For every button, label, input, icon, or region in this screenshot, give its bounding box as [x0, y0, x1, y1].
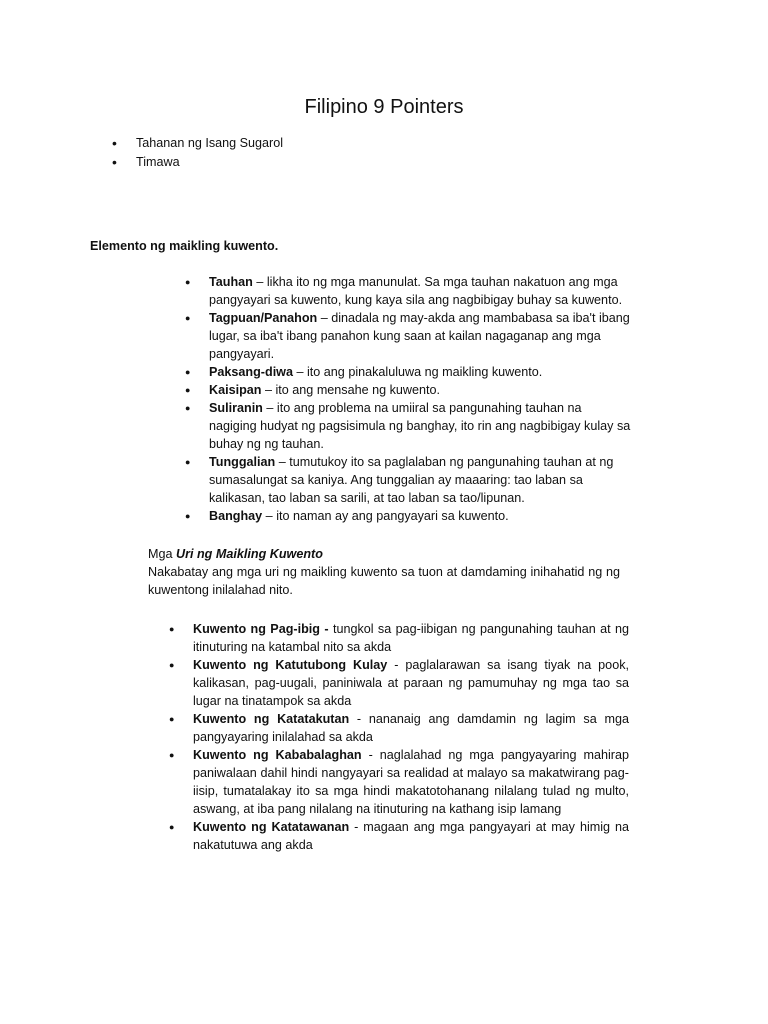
definition: – ito ang problema na umiiral sa pangunahing tauhan na nagiging hudyat ng pagsisimula ng banghay, ito rin ang nagbibigay kulay sa buhay ng ng tauhan. [209, 401, 631, 451]
definition: – ito ang mensahe ng kuwento. [261, 383, 441, 397]
list-item [185, 453, 631, 507]
term: Suliranin [209, 401, 263, 415]
term: Kuwento ng Katatakutan [193, 712, 350, 726]
list-item [169, 746, 629, 818]
definition: tungkol sa pag-iibigan ng pangunahing tauhan at ng itinuturing na katambal nito sa akda [193, 622, 629, 654]
types-list [169, 620, 629, 854]
term: Tagpuan/Panahon [209, 311, 318, 325]
term: Kuwento ng Kababalaghan [193, 748, 362, 762]
term: Tauhan [209, 275, 253, 289]
definition: – dinadala ng may-akda ang mambabasa sa iba't ibang lugar, sa iba't ibang panahon kung saan at kailan nagaganap ang mga pangyayari. [209, 311, 630, 361]
list-item [185, 363, 631, 381]
definition: – ito naman ay ang pangyayari sa kuwento. [262, 509, 509, 523]
list-item [169, 710, 629, 746]
section-heading: Elemento ng maikling kuwento. [90, 239, 279, 253]
definition: - magaan ang mga pangyayari at may himig na nakatutuwa ang akda [193, 820, 629, 852]
definition: – tumutukoy ito sa paglalaban ng pangunahing tauhan at ng sumasalungat sa kaniya. Ang tunggalian ay maaaring: tao laban sa kalikasan, tao laban sa sarili, at tao laban sa tao/lipunan. [209, 455, 614, 505]
list-item [169, 620, 629, 656]
definition: - nananaig ang damdamin ng lagim sa mga pangyayaring inilalahad sa akda [193, 712, 629, 744]
definition: - paglalarawan sa isang tiyak na pook, kalikasan, pag-uugali, paniniwala at paraan ng pamumuhay ng mga tao sa lugar na tinatampok sa akda [193, 658, 629, 708]
term: Kuwento ng Katutubong Kulay [193, 658, 388, 672]
term: Kuwento ng Katatawanan [193, 820, 350, 834]
term: Paksang-diwa [209, 365, 293, 379]
types-heading-emphasis: Uri ng Maikling Kuwento [176, 547, 323, 561]
list-item [185, 381, 631, 399]
definition: – likha ito ng mga manunulat. Sa mga tauhan nakatuon ang mga pangyayari sa kuwento, kung kaya sila ang nagbibigay buhay sa kuwento. [209, 275, 623, 307]
list-item [185, 507, 631, 525]
list-item [185, 309, 631, 363]
elements-list [185, 273, 631, 525]
types-heading-prefix: Mga [148, 547, 176, 561]
term: Tunggalian [209, 455, 276, 469]
list-item [185, 273, 631, 309]
story-list [112, 134, 283, 172]
list-item: • Timawa [112, 153, 283, 172]
document-title: Filipino 9 Pointers [304, 96, 464, 118]
list-item [169, 818, 629, 854]
list-item [169, 656, 629, 710]
definition: - naglalahad ng mga pangyayaring mahirap paniwalaan dahil hindi nangyayari sa realidad at malayo sa makatwirang pag-iisip, tumatalakay ito sa mga hindi makatotohanang nilalang tulad ng multo, aswang, at iba pang nilalang na itinuturing na kathang isip lamang [193, 748, 629, 816]
types-description: Nakabatay ang mga uri ng maikling kuwento sa tuon at damdaming inihahatid ng ng kuwentong inilalahad nito. [148, 565, 620, 597]
term: Kaisipan [209, 383, 262, 397]
term: Kuwento ng Pag-ibig - [193, 622, 329, 636]
definition: – ito ang pinakaluluwa ng maikling kuwento. [293, 365, 543, 379]
list-item [185, 399, 631, 453]
list-item: • Tahanan ng Isang Sugarol [112, 134, 283, 153]
types-heading [148, 545, 323, 563]
term: Banghay [209, 509, 263, 523]
